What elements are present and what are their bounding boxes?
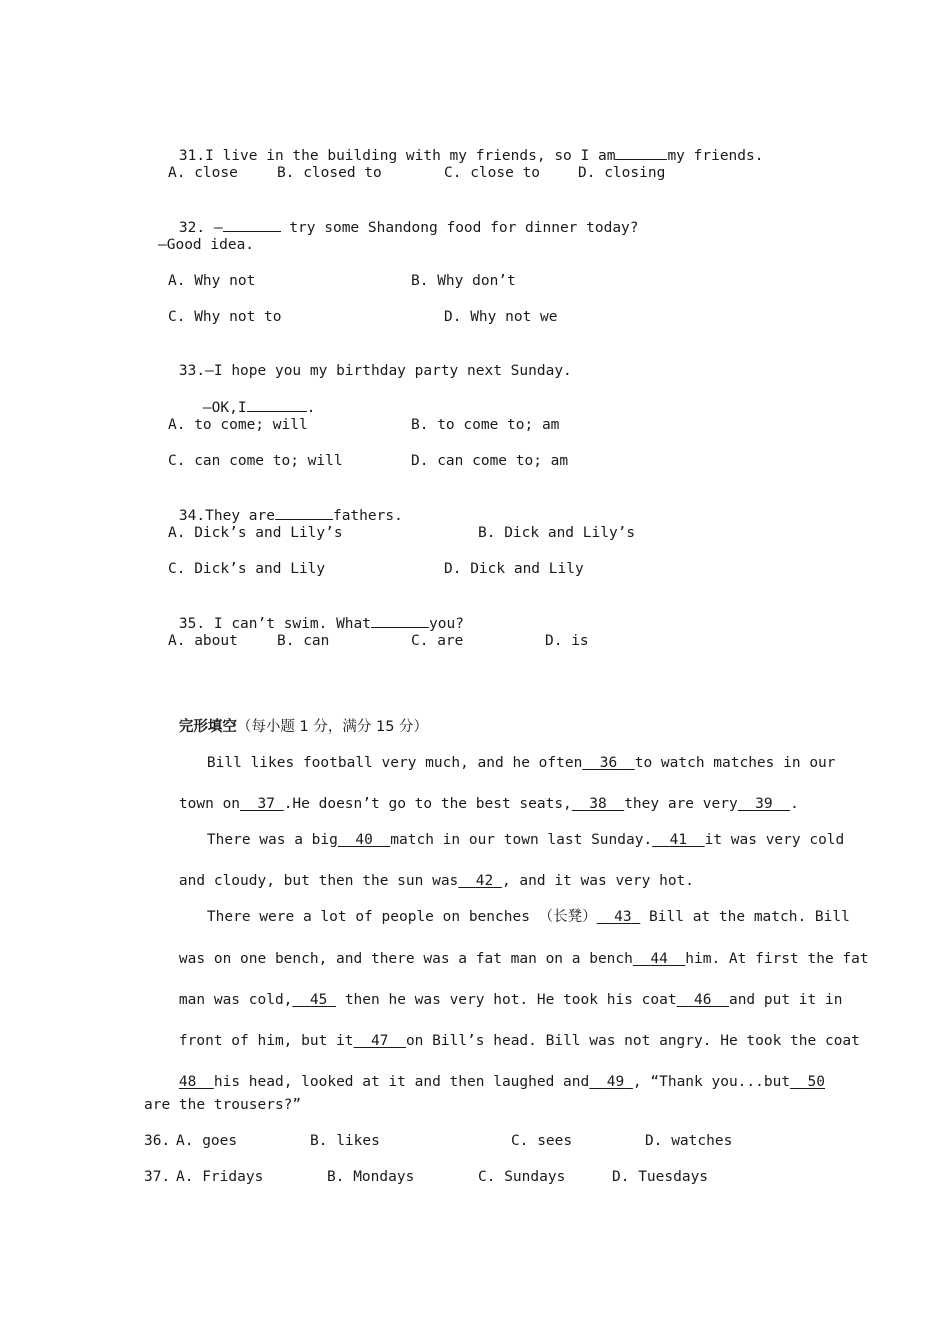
passage-text: front of him, but it xyxy=(178,1033,354,1049)
question-stem-end: fathers. xyxy=(332,508,403,524)
question-stem: —I hope you my birthday party next Sunday. xyxy=(205,363,572,379)
passage-text: , and it was very hot. xyxy=(501,873,695,889)
reply-line: —Good idea. xyxy=(158,237,255,253)
answer-blank xyxy=(247,398,307,412)
option-c: C. Dick’s and Lily xyxy=(168,561,326,577)
blank-number: 49 xyxy=(606,1074,625,1090)
blank-number: 46 xyxy=(694,992,712,1008)
answer-blank xyxy=(371,614,429,628)
passage-text: . xyxy=(790,796,799,812)
passage-text: him. At first the fat xyxy=(685,951,869,967)
passage-text: his head, looked at it and then laughed and xyxy=(213,1074,590,1090)
blank-45 xyxy=(292,992,336,1008)
blank-number: 50 xyxy=(807,1074,825,1090)
answer-blank xyxy=(223,218,281,232)
option-c: C. are xyxy=(411,633,464,649)
option-d: D. Dick and Lily xyxy=(444,561,584,577)
blank-46 xyxy=(677,992,729,1008)
question-number: 33. xyxy=(178,363,206,379)
blank-47 xyxy=(354,1033,406,1049)
blank-number: 43 xyxy=(614,909,632,925)
option-d: D. watches xyxy=(645,1133,733,1149)
question-stem-end: you? xyxy=(429,616,464,632)
question-number: 32. xyxy=(178,220,206,236)
reply-end: . xyxy=(306,400,316,416)
blank-number: 41 xyxy=(669,832,688,848)
passage-text: .He doesn’t go to the best seats, xyxy=(283,796,572,812)
blank-41 xyxy=(652,832,704,848)
passage-text: Bill at the match. Bill xyxy=(640,909,850,925)
blank-number: 38 xyxy=(589,796,607,812)
option-b: B. Mondays xyxy=(327,1169,415,1185)
option-a: A. Fridays xyxy=(176,1169,264,1185)
question-stem: They are xyxy=(205,508,275,524)
blank-number: 39 xyxy=(755,796,773,812)
blank-number: 42 xyxy=(475,873,494,889)
answer-number: 36. xyxy=(144,1133,171,1149)
question-stem: — xyxy=(205,220,223,236)
passage-text: then he was very hot. He took his coat xyxy=(336,992,677,1008)
passage-text: There was a big xyxy=(206,832,338,848)
option-a: A. to come; will xyxy=(168,417,308,433)
passage-text: man was cold, xyxy=(178,992,293,1008)
passage-text: was on one bench, and there was a fat man on a bench xyxy=(178,951,633,967)
passage-text: town on xyxy=(178,796,241,812)
blank-39 xyxy=(738,796,790,812)
option-d: D. is xyxy=(545,633,589,649)
option-c: C. close to xyxy=(444,165,541,181)
passage-line: are the trousers?” xyxy=(144,1097,302,1113)
option-b: B. Dick and Lily’s xyxy=(478,525,636,541)
option-b: B. closed to xyxy=(277,165,382,181)
option-a: A. close xyxy=(168,165,238,181)
passage-text: and cloudy, but then the sun was xyxy=(178,873,459,889)
blank-44 xyxy=(633,951,685,967)
option-c: C. Sundays xyxy=(478,1169,566,1185)
blank-number: 40 xyxy=(355,832,373,848)
blank-49 xyxy=(589,1074,633,1090)
blank-50 xyxy=(790,1074,825,1090)
blank-42 xyxy=(458,873,502,889)
question-stem-end: my friends. xyxy=(667,148,764,164)
blank-36 xyxy=(582,755,634,771)
passage-text: There were a lot of people on benches （长凳） xyxy=(206,909,597,925)
option-d: D. closing xyxy=(578,165,666,181)
option-c: C. can come to; will xyxy=(168,453,343,469)
blank-number: 44 xyxy=(650,951,668,967)
option-d: D. Tuesdays xyxy=(612,1169,709,1185)
passage-text: on Bill’s head. Bill was not angry. He took the coat xyxy=(405,1033,860,1049)
blank-number: 47 xyxy=(371,1033,389,1049)
passage-text: to watch matches in our xyxy=(634,755,836,771)
option-b: B. can xyxy=(277,633,330,649)
passage-text: Bill likes football very much, and he often xyxy=(206,755,583,771)
option-d: D. can come to; am xyxy=(411,453,569,469)
blank-number: 48 xyxy=(178,1074,197,1090)
option-a: A. goes xyxy=(176,1133,238,1149)
option-c: C. Why not to xyxy=(168,309,282,325)
blank-number: 37 xyxy=(257,796,275,812)
passage-text: they are very xyxy=(624,796,738,812)
option-a: A. Dick’s and Lily’s xyxy=(168,525,343,541)
answer-number: 37. xyxy=(144,1169,171,1185)
question-number: 35. xyxy=(178,616,206,632)
blank-43 xyxy=(597,909,641,925)
answer-blank xyxy=(615,146,667,160)
option-a: A. about xyxy=(168,633,238,649)
section-note: （每小题 1 分，满分 15 分） xyxy=(236,719,429,735)
question-stem: I live in the building with my friends, so I am xyxy=(205,148,616,164)
option-d: D. Why not we xyxy=(444,309,558,325)
answer-blank xyxy=(275,506,333,520)
passage-text: it was very cold xyxy=(704,832,845,848)
passage-text: match in our town last Sunday. xyxy=(390,832,653,848)
question-number: 31. xyxy=(178,148,206,164)
blank-40 xyxy=(338,832,390,848)
option-a: A. Why not xyxy=(168,273,256,289)
option-b: B. Why don’t xyxy=(411,273,516,289)
blank-number: 36 xyxy=(599,755,618,771)
blank-38 xyxy=(572,796,624,812)
question-stem-end: try some Shandong food for dinner today? xyxy=(280,220,639,236)
blank-number: 45 xyxy=(309,992,328,1008)
passage-text: , “Thank you...but xyxy=(632,1074,791,1090)
question-number: 34. xyxy=(178,508,206,524)
reply-text: —OK,I xyxy=(202,400,247,416)
question-stem: I can’t swim. What xyxy=(205,616,371,632)
passage-text: and put it in xyxy=(728,992,843,1008)
blank-48 xyxy=(179,1074,214,1090)
option-c: C. sees xyxy=(511,1133,573,1149)
option-b: B. to come to; am xyxy=(411,417,560,433)
blank-37 xyxy=(240,796,284,812)
option-b: B. likes xyxy=(310,1133,380,1149)
section-title: 完形填空 xyxy=(178,719,237,735)
